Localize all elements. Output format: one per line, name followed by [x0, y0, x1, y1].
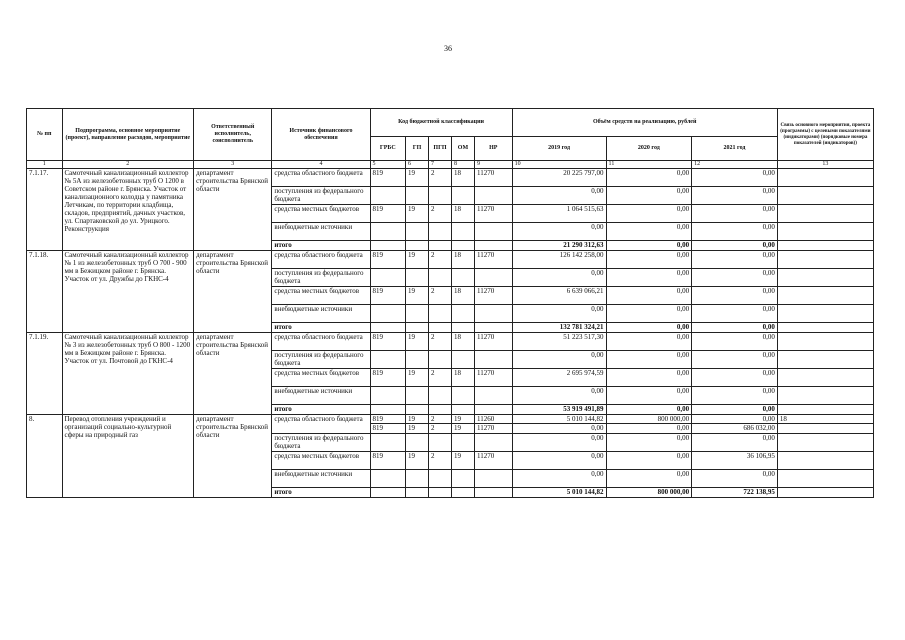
code-grbs: 819 — [370, 369, 406, 387]
code-nr — [474, 387, 512, 405]
measure-name: Самотечный канализационный коллектор № 5А из железобетонных труб О 1200 в Советском районе г. Брянска. Участок от канализационного колодца у памятника Летчикам, по территории кладбища, складов, предприятий, дачных участков, ул. Спартаковской до ул. Урицкого. Реконструкция — [62, 169, 194, 251]
code-om — [451, 187, 474, 205]
code-grbs — [370, 351, 406, 369]
header-subprogram: Подпрограмма, основное мероприятие (проект), направление расходов, мероприятие — [62, 109, 194, 161]
amount-2021: 0,00 — [692, 187, 778, 205]
col-number: 11 — [606, 161, 692, 169]
code-pgp — [429, 305, 452, 323]
code-pgp: 2 — [429, 169, 452, 187]
code-om: 19 — [451, 452, 474, 470]
code-pgp — [429, 434, 452, 452]
code-grbs: 819 — [370, 333, 406, 351]
code-gp: 19 — [406, 333, 429, 351]
amount-2019: 126 142 258,00 — [512, 251, 606, 269]
amount-2021: 0,00 — [692, 269, 778, 287]
indicator-link — [777, 305, 873, 323]
code-om — [451, 405, 474, 415]
amount-2021: 0,00 — [692, 251, 778, 269]
amount-2019: 0,00 — [512, 223, 606, 241]
code-pgp — [429, 269, 452, 287]
funding-source: средства областного бюджета — [272, 169, 370, 187]
code-nr — [474, 470, 512, 488]
code-pgp — [429, 405, 452, 415]
amount-2020: 0,00 — [606, 269, 692, 287]
funding-source: внебюджетные источники — [272, 387, 370, 405]
header-2019: 2019 год — [512, 137, 606, 161]
code-gp: 19 — [406, 287, 429, 305]
amount-2019: 0,00 — [512, 452, 606, 470]
amount-2019: 21 290 312,63 — [512, 241, 606, 251]
funding-source: итого — [272, 405, 370, 415]
code-pgp: 2 — [429, 369, 452, 387]
amount-2019: 0,00 — [512, 305, 606, 323]
indicator-link — [777, 405, 873, 415]
header-grbs: ГРБС — [370, 137, 406, 161]
amount-2021: 0,00 — [692, 351, 778, 369]
code-om: 18 — [451, 333, 474, 351]
amount-2021: 0,00 — [692, 169, 778, 187]
amount-2019: 0,00 — [512, 424, 606, 434]
code-nr: 11270 — [474, 287, 512, 305]
header-2021: 2021 год — [692, 137, 778, 161]
code-grbs: 819 — [370, 287, 406, 305]
indicator-link — [777, 269, 873, 287]
indicator-link — [777, 323, 873, 333]
code-gp — [406, 223, 429, 241]
amount-2020: 0,00 — [606, 169, 692, 187]
amount-2021: 0,00 — [692, 470, 778, 488]
indicator-link — [777, 351, 873, 369]
code-nr: 11270 — [474, 333, 512, 351]
col-number: 5 — [370, 161, 406, 169]
code-nr — [474, 305, 512, 323]
measure-name: Самотечный канализационный коллектор № 3 из железобетонных труб О 800 - 1200 мм в Бежицком районе г. Брянска. Участок от ул. Почтовой до ГКНС-4 — [62, 333, 194, 415]
amount-2020: 0,00 — [606, 387, 692, 405]
code-pgp — [429, 323, 452, 333]
col-number: 9 — [474, 161, 512, 169]
code-pgp: 2 — [429, 251, 452, 269]
indicator-link — [777, 187, 873, 205]
code-grbs — [370, 470, 406, 488]
code-om — [451, 488, 474, 498]
amount-2019: 0,00 — [512, 269, 606, 287]
indicator-link — [777, 470, 873, 488]
funding-source: средства местных бюджетов — [272, 369, 370, 387]
code-grbs — [370, 187, 406, 205]
code-grbs — [370, 305, 406, 323]
executor: департамент строительства Брянской области — [194, 251, 272, 333]
amount-2021: 0,00 — [692, 223, 778, 241]
indicator-link — [777, 333, 873, 351]
code-gp — [406, 269, 429, 287]
code-gp — [406, 305, 429, 323]
code-grbs: 819 — [370, 452, 406, 470]
indicator-link — [777, 223, 873, 241]
row-number: 7.1.18. — [27, 251, 63, 333]
amount-2020: 0,00 — [606, 187, 692, 205]
code-nr — [474, 323, 512, 333]
amount-2019: 5 010 144,82 — [512, 488, 606, 498]
funding-source: средства областного бюджета — [272, 415, 370, 434]
code-gp — [406, 470, 429, 488]
amount-2021: 0,00 — [692, 434, 778, 452]
code-grbs — [370, 405, 406, 415]
code-om: 18 — [451, 287, 474, 305]
code-om — [451, 434, 474, 452]
code-grbs — [370, 223, 406, 241]
header-executor: Ответственный исполнитель, соисполнитель — [194, 109, 272, 161]
indicator-link — [777, 287, 873, 305]
funding-source: поступления из федерального бюджета — [272, 351, 370, 369]
code-gp — [406, 434, 429, 452]
code-om: 18 — [451, 251, 474, 269]
code-nr — [474, 488, 512, 498]
code-nr — [474, 434, 512, 452]
amount-2020: 800 000,00 — [606, 488, 692, 498]
code-grbs: 819 — [370, 251, 406, 269]
amount-2021: 0,00 — [692, 241, 778, 251]
code-om: 18 — [451, 169, 474, 187]
amount-2019: 0,00 — [512, 387, 606, 405]
code-nr: 11260 — [474, 415, 512, 424]
code-pgp: 2 — [429, 452, 452, 470]
amount-2020: 0,00 — [606, 470, 692, 488]
amount-2021: 36 106,95 — [692, 452, 778, 470]
measure-name: Перевод отопления учреждений и организаций социально-культурной сферы на природный газ — [62, 415, 194, 498]
code-pgp — [429, 187, 452, 205]
amount-2019: 5 010 144,82 — [512, 415, 606, 424]
code-om — [451, 241, 474, 251]
code-pgp: 2 — [429, 415, 452, 424]
amount-2020: 0,00 — [606, 251, 692, 269]
amount-2021: 0,00 — [692, 387, 778, 405]
amount-2021: 0,00 — [692, 369, 778, 387]
col-number: 7 — [429, 161, 452, 169]
code-om: 19 — [451, 424, 474, 434]
amount-2019: 53 919 491,89 — [512, 405, 606, 415]
indicator-link — [777, 452, 873, 470]
funding-source: итого — [272, 241, 370, 251]
amount-2020: 0,00 — [606, 305, 692, 323]
code-om — [451, 269, 474, 287]
header-pgp: ПГП — [429, 137, 452, 161]
code-pgp — [429, 470, 452, 488]
code-gp — [406, 488, 429, 498]
code-om — [451, 351, 474, 369]
amount-2019: 6 639 066,21 — [512, 287, 606, 305]
table-row — [27, 169, 874, 187]
code-nr — [474, 223, 512, 241]
funding-source: средства местных бюджетов — [272, 287, 370, 305]
amount-2021: 722 138,95 — [692, 488, 778, 498]
amount-2020: 0,00 — [606, 434, 692, 452]
code-grbs: 819 — [370, 415, 406, 424]
code-gp: 19 — [406, 169, 429, 187]
code-pgp — [429, 223, 452, 241]
code-grbs — [370, 241, 406, 251]
code-gp: 19 — [406, 205, 429, 223]
header-no: № пп — [27, 109, 63, 161]
measure-name: Самотечный канализационный коллектор № 1 из железобетонных труб О 700 - 900 мм в Бежицком районе г. Брянска. Участок от ул. Дружбы до ГКНС-4 — [62, 251, 194, 333]
funding-source: поступления из федерального бюджета — [272, 269, 370, 287]
code-om: 19 — [451, 415, 474, 424]
col-number: 13 — [777, 161, 873, 169]
code-om: 18 — [451, 369, 474, 387]
indicator-link — [777, 251, 873, 269]
indicator-link — [777, 369, 873, 387]
code-pgp: 2 — [429, 333, 452, 351]
code-om: 18 — [451, 205, 474, 223]
funding-source: поступления из федерального бюджета — [272, 187, 370, 205]
code-gp — [406, 187, 429, 205]
code-grbs: 819 — [370, 205, 406, 223]
code-nr: 11270 — [474, 424, 512, 434]
code-nr: 11270 — [474, 251, 512, 269]
executor: департамент строительства Брянской области — [194, 333, 272, 415]
amount-2020: 0,00 — [606, 223, 692, 241]
amount-2019: 2 695 974,59 — [512, 369, 606, 387]
amount-2021: 0,00 — [692, 333, 778, 351]
code-nr — [474, 405, 512, 415]
amount-2020: 0,00 — [606, 287, 692, 305]
amount-2021: 0,00 — [692, 405, 778, 415]
code-nr: 11270 — [474, 169, 512, 187]
header-nr: НР — [474, 137, 512, 161]
col-number: 10 — [512, 161, 606, 169]
code-gp — [406, 405, 429, 415]
table-row — [27, 251, 874, 269]
funding-source: средства областного бюджета — [272, 251, 370, 269]
code-gp — [406, 241, 429, 251]
header-sources: Источник финансового обеспечения — [272, 109, 370, 161]
amount-2020: 800 000,00 — [606, 415, 692, 424]
amount-2019: 0,00 — [512, 187, 606, 205]
col-number: 3 — [194, 161, 272, 169]
code-gp: 19 — [406, 452, 429, 470]
col-number: 12 — [692, 161, 778, 169]
code-grbs — [370, 434, 406, 452]
header-volume: Объём средств на реализацию, рублей — [512, 109, 777, 137]
funding-source: средства местных бюджетов — [272, 452, 370, 470]
amount-2021: 0,00 — [692, 323, 778, 333]
funding-source: средства местных бюджетов — [272, 205, 370, 223]
code-pgp — [429, 241, 452, 251]
col-number: 2 — [62, 161, 194, 169]
code-pgp — [429, 387, 452, 405]
code-grbs — [370, 387, 406, 405]
header-2020: 2020 год — [606, 137, 692, 161]
funding-source: поступления из федерального бюджета — [272, 434, 370, 452]
code-gp: 19 — [406, 251, 429, 269]
column-number-row — [27, 161, 874, 169]
amount-2021: 0,00 — [692, 205, 778, 223]
code-om — [451, 223, 474, 241]
funding-source: внебюджетные источники — [272, 305, 370, 323]
header-om: ОМ — [451, 137, 474, 161]
code-nr — [474, 187, 512, 205]
row-number: 8. — [27, 415, 63, 498]
code-pgp: 2 — [429, 205, 452, 223]
code-gp: 19 — [406, 424, 429, 434]
amount-2021: 0,00 — [692, 415, 778, 424]
indicator-link — [777, 241, 873, 251]
code-pgp: 2 — [429, 424, 452, 434]
amount-2020: 0,00 — [606, 241, 692, 251]
amount-2020: 0,00 — [606, 369, 692, 387]
code-om — [451, 470, 474, 488]
executor: департамент строительства Брянской области — [194, 415, 272, 498]
code-nr: 11270 — [474, 452, 512, 470]
amount-2019: 20 225 797,00 — [512, 169, 606, 187]
code-nr — [474, 351, 512, 369]
code-om — [451, 305, 474, 323]
code-om — [451, 323, 474, 333]
amount-2021: 0,00 — [692, 305, 778, 323]
col-number: 1 — [27, 161, 63, 169]
code-gp — [406, 351, 429, 369]
amount-2019: 0,00 — [512, 351, 606, 369]
table-row — [27, 415, 874, 424]
code-om — [451, 387, 474, 405]
amount-2020: 0,00 — [606, 351, 692, 369]
amount-2020: 0,00 — [606, 405, 692, 415]
code-pgp — [429, 351, 452, 369]
amount-2019: 132 781 324,21 — [512, 323, 606, 333]
code-grbs — [370, 488, 406, 498]
col-number: 8 — [451, 161, 474, 169]
amount-2019: 1 064 515,63 — [512, 205, 606, 223]
code-grbs — [370, 323, 406, 333]
code-pgp: 2 — [429, 287, 452, 305]
code-gp: 19 — [406, 415, 429, 424]
code-nr: 11270 — [474, 369, 512, 387]
code-nr — [474, 241, 512, 251]
amount-2021: 0,00 — [692, 287, 778, 305]
row-number: 7.1.19. — [27, 333, 63, 415]
header-link: Связь основного мероприятия, проекта (программы) с целевыми показателями (индикаторами) (порядковые номера показателей (индикаторов)) — [777, 109, 873, 161]
code-nr: 11270 — [474, 205, 512, 223]
indicator-link — [777, 488, 873, 498]
code-pgp — [429, 488, 452, 498]
header-kbk: Код бюджетной классификации — [370, 109, 512, 137]
indicator-link — [777, 424, 873, 434]
funding-source: средства областного бюджета — [272, 333, 370, 351]
amount-2019: 51 223 517,30 — [512, 333, 606, 351]
amount-2019: 0,00 — [512, 434, 606, 452]
amount-2020: 0,00 — [606, 452, 692, 470]
row-number: 7.1.17. — [27, 169, 63, 251]
header-gp: ГП — [406, 137, 429, 161]
code-gp: 19 — [406, 369, 429, 387]
executor: департамент строительства Брянской области — [194, 169, 272, 251]
page-number: 36 — [444, 44, 452, 53]
amount-2020: 0,00 — [606, 333, 692, 351]
amount-2020: 0,00 — [606, 323, 692, 333]
code-nr — [474, 269, 512, 287]
amount-2020: 0,00 — [606, 205, 692, 223]
indicator-link — [777, 387, 873, 405]
budget-table — [26, 108, 874, 498]
funding-source: внебюджетные источники — [272, 470, 370, 488]
code-grbs: 819 — [370, 424, 406, 434]
code-grbs: 819 — [370, 169, 406, 187]
funding-source: внебюджетные источники — [272, 223, 370, 241]
indicator-link — [777, 434, 873, 452]
funding-source: итого — [272, 488, 370, 498]
code-gp — [406, 387, 429, 405]
indicator-link — [777, 205, 873, 223]
code-gp — [406, 323, 429, 333]
col-number: 4 — [272, 161, 370, 169]
amount-2021: 686 032,00 — [692, 424, 778, 434]
code-grbs — [370, 269, 406, 287]
header-row — [27, 109, 874, 137]
indicator-link: 18 — [777, 415, 873, 424]
indicator-link — [777, 169, 873, 187]
amount-2019: 0,00 — [512, 470, 606, 488]
col-number: 6 — [406, 161, 429, 169]
amount-2020: 0,00 — [606, 424, 692, 434]
table-row — [27, 333, 874, 351]
funding-source: итого — [272, 323, 370, 333]
